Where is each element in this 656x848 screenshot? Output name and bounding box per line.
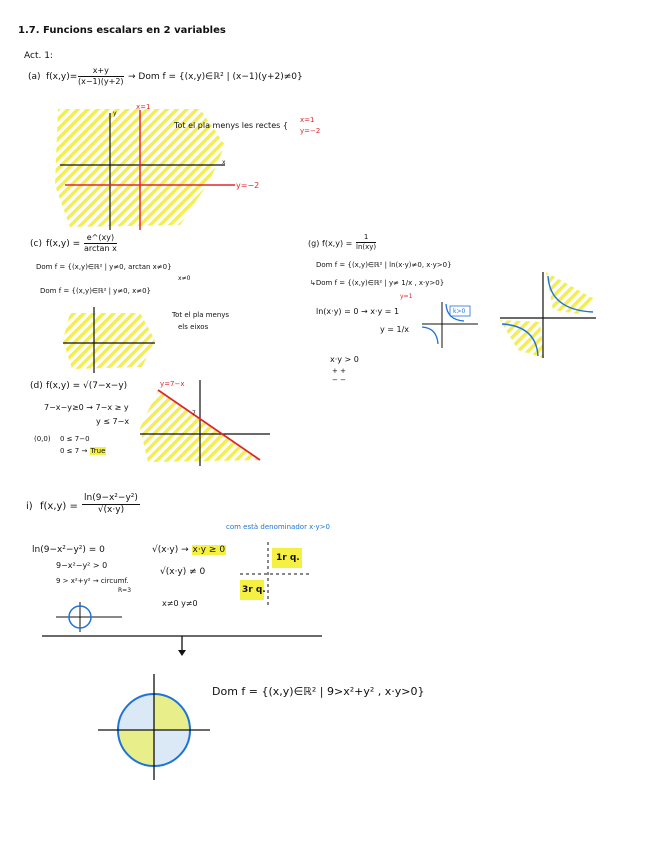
part-i-sq-1 <box>152 546 226 555</box>
part-a-note-line2: y=−2 <box>300 127 321 135</box>
part-d-func: f(x,y) = √(7−x−y) <box>46 381 128 391</box>
part-d-label: (d) <box>30 381 43 391</box>
part-g-graph <box>498 270 598 360</box>
part-i-ln-1: ln(9−x²−y²) = 0 <box>32 545 105 555</box>
part-i-final-graph <box>96 672 212 782</box>
part-g-eq1: ln(x·y) = 0 → x·y = 1 <box>316 307 400 316</box>
part-i-sq-3: x≠0 y≠0 <box>162 599 198 608</box>
part-c-label: (c) <box>30 239 42 249</box>
part-a-note: Tot el pla menys les rectes { <box>174 121 288 130</box>
part-a-domain: → Dom f = {(x,y)∈ℝ² | (x−1)(y+2)≠0} <box>128 72 303 82</box>
part-d-tick-7: 7 <box>192 410 196 417</box>
part-g-y1: y=1 <box>400 293 413 300</box>
part-d-graph <box>138 378 273 468</box>
part-g-eq2: y = 1/x <box>380 325 410 334</box>
part-g-denominator: ln(xy) <box>356 243 377 251</box>
part-c-func: f(x,y) = <box>46 239 81 249</box>
part-a-label-x1: x=1 <box>136 103 151 111</box>
part-i-sq-1-text: √(x·y) → <box>152 545 192 555</box>
part-g-numerator: 1 <box>356 234 376 243</box>
part-g-k: k>0 <box>453 308 466 315</box>
part-i-small-circle <box>54 600 124 634</box>
part-a-func: f(x,y)= <box>46 72 78 82</box>
part-d-true-word: True <box>90 447 106 455</box>
part-i-denominator: √(x·y) <box>97 505 125 515</box>
part-c-graph <box>60 305 160 375</box>
part-i-quadrant-sketch <box>238 540 313 610</box>
part-c-fraction <box>84 234 117 253</box>
part-d-line-2: y ≤ 7−x <box>96 417 130 426</box>
part-i-fraction <box>82 494 140 515</box>
part-i-final-domain: Dom f = {(x,y)∈ℝ² | 9>x²+y² , x·y>0} <box>212 685 425 698</box>
part-i-numerator: ln(9−x²−y²) <box>84 493 138 503</box>
part-i-blue-note: com està denominador x·y>0 <box>226 523 331 531</box>
part-d-line-1: 7−x−y≥0 → 7−x ≥ y <box>44 403 129 412</box>
part-g-func: f(x,y) = <box>322 239 353 248</box>
part-d-check-2-text: 0 ≤ 7 → <box>60 447 90 455</box>
part-i-label: i) <box>26 501 33 512</box>
part-a-label: (a) <box>28 72 41 82</box>
part-g-small-graph <box>420 300 480 350</box>
part-a-denominator: (x−1)(y+2) <box>78 77 124 86</box>
part-g-fraction <box>356 234 376 251</box>
part-a-axis-x-label: x <box>222 159 226 166</box>
part-i-divider <box>40 632 325 658</box>
part-c-sub: x≠0 <box>178 275 191 282</box>
page-title: 1.7. Funcions escalars en 2 variables <box>18 25 226 36</box>
part-i-q3: 3r q. <box>242 585 266 595</box>
part-c-hatched-region <box>63 313 155 369</box>
part-a-note-line1: x=1 <box>300 116 315 124</box>
activity-label: Act. 1: <box>24 51 53 61</box>
part-a-label-ym2: y=−2 <box>236 181 260 190</box>
part-c-numerator: e^(xy) <box>84 234 117 244</box>
part-g-small-hyperbola-2 <box>422 327 438 344</box>
part-a-fraction <box>78 67 124 86</box>
part-g-label: (g) <box>308 239 320 248</box>
part-d-graph-label: y=7−x <box>160 380 185 388</box>
part-c-note-1: Tot el pla menys <box>172 311 230 319</box>
part-i-ln-3b: R=3 <box>118 587 132 594</box>
part-g-domain-1: Dom f = {(x,y)∈ℝ² | ln(x·y)≠0, x·y>0} <box>316 261 452 269</box>
part-c-note-2: els eixos <box>178 323 209 331</box>
part-a-axis-y-label: y <box>113 110 117 117</box>
part-i-sq-1-highlight: x·y ≥ 0 <box>192 545 226 555</box>
part-d-check-label: (0,0) <box>34 435 51 443</box>
part-g-cond: x·y > 0 <box>330 355 359 364</box>
part-i-func: f(x,y) = <box>40 501 78 512</box>
part-i-sq-2: √(x·y) ≠ 0 <box>160 567 206 577</box>
part-a-numerator: x+y <box>78 67 124 77</box>
part-i-ln-2: 9−x²−y² > 0 <box>56 561 108 570</box>
part-g-domain-2: ↳Dom f = {(x,y)∈ℝ² | y≠ 1/x , x·y>0} <box>310 279 445 287</box>
part-i-q1: 1r q. <box>276 553 300 563</box>
part-c-denominator: arctan x <box>84 244 117 253</box>
part-g-signs-2: − − <box>332 376 346 384</box>
part-g-signs-1: + + <box>332 367 346 375</box>
part-c-domain-2: Dom f = {(x,y)∈ℝ² | y≠0, x≠0} <box>40 287 152 295</box>
part-d-check-2 <box>60 448 106 455</box>
part-i-ln-3: 9 > x²+y² → circumf. <box>56 577 129 585</box>
part-i-arrow-head <box>178 650 186 656</box>
part-c-domain-1: Dom f = {(x,y)∈ℝ² | y≠0, arctan x≠0} <box>36 263 172 271</box>
part-d-check-1: 0 ≤ 7−0 <box>60 435 90 443</box>
